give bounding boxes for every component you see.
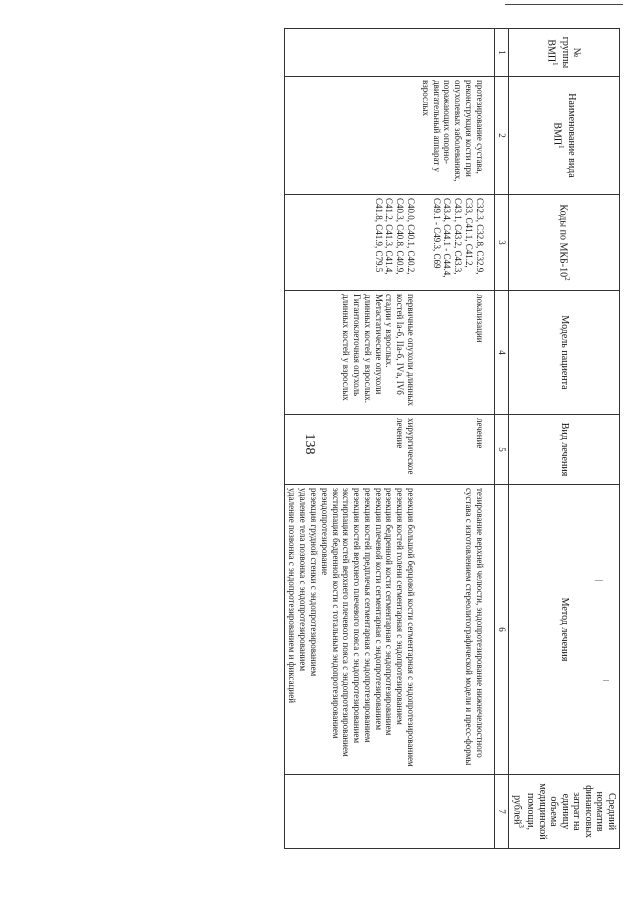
cell-group	[418, 29, 487, 77]
header-patient-model: Модель пациента	[509, 291, 620, 415]
method-item: резекция костей предплечья сегментарная с эндопротезированием	[362, 488, 373, 743]
top-rule	[505, 4, 623, 5]
method-item: экстирпация бедренной кости с тотальным эндопротезированием	[330, 488, 341, 739]
method-item: удаление тела позвонка с эндопротезированием	[298, 488, 309, 672]
cell-methods	[284, 485, 418, 775]
page-number: 138	[302, 433, 317, 455]
header-treatment-method: Метод лечения	[509, 485, 620, 775]
column-number: 3	[495, 195, 509, 291]
method-item: резекция плечевой кости сегментарная с эндопротезированием	[373, 488, 384, 731]
cell-icd-codes: C40.0, C40.1, C40.2, C40.3, C40.8, C40.9, C41.2, C41.3, C41.4, C41.8, C41.9, C79.5	[284, 195, 418, 291]
method-item: экстирпация костей верхнего плечевого пояса с эндопротезированием	[341, 488, 352, 757]
cell-icd-codes: C32.3, C32.8, C32.9, C33, C41.1, C41.2, C43.1, C43.2, C43.3, C43.4, C44.1 - C44.4, C49.1 - C49.3, C69	[418, 195, 487, 291]
cell-cost	[418, 775, 487, 849]
column-number: 5	[495, 415, 509, 485]
column-number: 4	[495, 291, 509, 415]
cell-cost	[284, 775, 418, 849]
table-row	[418, 29, 487, 849]
method-item: резекция костей голени сегментарная с эндопротезированием	[395, 488, 406, 725]
header-average-cost: Средний норматив финансовых затрат на единицу объема медицинской помощи, рублей$^3$	[509, 775, 620, 849]
table-row	[284, 29, 418, 849]
column-number: 1	[495, 29, 509, 77]
header-treatment-type: Вид лечения	[509, 415, 620, 485]
rotated-table-wrapper	[88, 28, 620, 848]
cell-patient-model: первичные опухоли длинных костей Iа-б, IIа-б, IVа, IVб стадии у взрослых. Метастатические опухоли длинных костей у взрослых. Гигантоклеточная опухоль длинных костей у взрослых	[284, 291, 418, 415]
cell-treatment-type: лечение	[418, 415, 487, 485]
spacer-row	[487, 29, 495, 849]
method-item: резекция бедренной кости сегментарная с эндопротезированием	[384, 488, 395, 736]
method-item: удаление позвонка с эндопротезированием и фиксацией	[287, 488, 298, 704]
cell-vmp-name: протезирование сустава, реконструкция кости при опухолевых заболеваниях, поражающих опорно-двигательный аппарат у взрослых	[418, 77, 487, 195]
column-number-row	[495, 29, 509, 849]
vmp-table	[284, 28, 620, 849]
header-row	[509, 29, 620, 849]
cell-vmp-name	[284, 77, 418, 195]
column-number: 2	[495, 77, 509, 195]
method-item: резекция большой берцовой кости сегментарная с эндопротезированием	[406, 488, 417, 767]
method-item: резекция грудной стенки с эндопротезированием	[308, 488, 319, 677]
cell-treatment-type: хирургическое лечение	[284, 415, 418, 485]
header-group-number: № группы ВМП$^1$	[509, 29, 620, 77]
cell-methods	[418, 485, 487, 775]
header-vmp-name: Наименование вида ВМП$^1$	[509, 77, 620, 195]
column-number: 6	[495, 485, 509, 775]
method-item: реэндопротезирование	[319, 488, 330, 576]
method-item: резекция костей верхнего плечевого пояса с эндопротезированием	[352, 488, 363, 744]
column-number: 7	[495, 775, 509, 849]
method-item: тезирование верхней челюсти, эндопротезирование нижнечелюстного сустава с изготовлением стереолитографической модели и пресс-формы	[464, 488, 485, 766]
cell-patient-model: локализации	[418, 291, 487, 415]
cell-group	[284, 29, 418, 77]
header-icd-codes: Коды по МКБ-$10^2$	[509, 195, 620, 291]
